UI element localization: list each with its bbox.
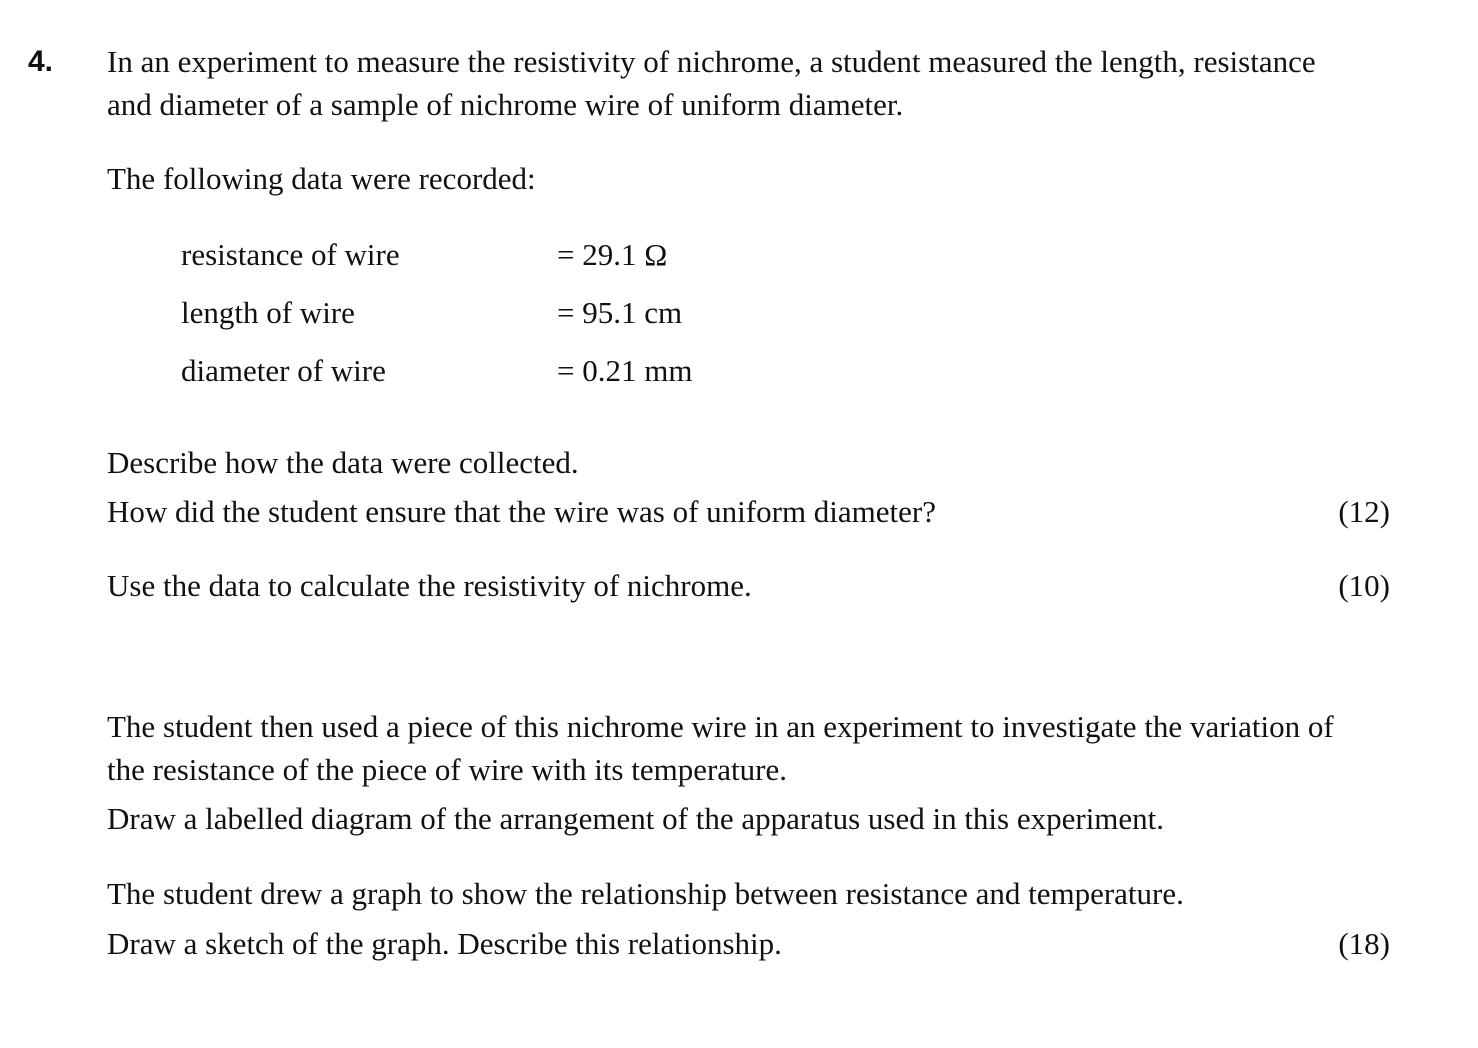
data-label: length of wire xyxy=(181,295,355,330)
question-number: 4. xyxy=(28,45,54,78)
part-b-text: Use the data to calculate the resistivity of nichrome. xyxy=(107,568,752,603)
part-c-line-2: the resistance of the piece of wire with its temperature. xyxy=(107,752,788,787)
part-d-line-2: Draw a sketch of the graph. Describe this relationship. xyxy=(107,926,782,961)
part-a-marks: (12) xyxy=(1338,494,1390,529)
data-label: diameter of wire xyxy=(181,353,386,388)
part-d-marks: (18) xyxy=(1338,926,1390,961)
part-d-line-1: The student drew a graph to show the relationship between resistance and temperature. xyxy=(107,876,1184,911)
intro-line-2: and diameter of a sample of nichrome wire of uniform diameter. xyxy=(107,87,904,122)
part-b-marks: (10) xyxy=(1338,568,1390,603)
part-a-line-1: Describe how the data were collected. xyxy=(107,445,579,480)
data-value: = 0.21 mm xyxy=(557,353,693,388)
data-value: = 29.1 Ω xyxy=(557,237,668,272)
data-label: resistance of wire xyxy=(181,237,400,272)
intro-line-1: In an experiment to measure the resistivity of nichrome, a student measured the length, resistance xyxy=(107,44,1316,79)
part-c-line-1: The student then used a piece of this nichrome wire in an experiment to investigate the variation of xyxy=(107,709,1334,744)
data-value: = 95.1 cm xyxy=(557,295,683,330)
data-heading: The following data were recorded: xyxy=(107,161,536,196)
part-a-line-2: How did the student ensure that the wire was of uniform diameter? xyxy=(107,494,937,529)
part-c-line-3: Draw a labelled diagram of the arrangement of the apparatus used in this experiment. xyxy=(107,801,1165,836)
